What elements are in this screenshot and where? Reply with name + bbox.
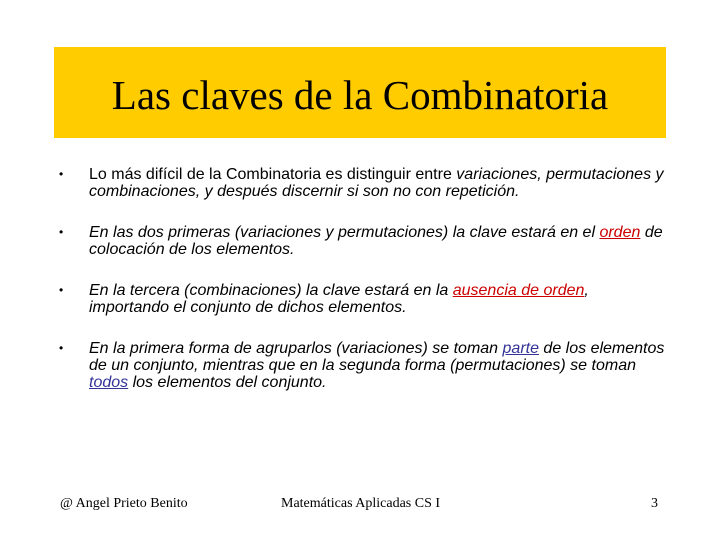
- emphasis-variaciones: variaciones: [456, 166, 538, 183]
- bullet-text: de colocación de los elementos.: [89, 224, 663, 258]
- bullet-text: En la tercera (combinaciones) la clave estará en la: [89, 282, 453, 299]
- bullet-text: , importando el conjunto de dichos elementos.: [89, 282, 589, 316]
- bullet-marker: •: [59, 341, 64, 355]
- bullet-item-1: [60, 166, 670, 200]
- bullet-marker: •: [59, 225, 64, 239]
- emphasis-ausencia-de-orden: ausencia de orden: [452, 282, 585, 299]
- bullet-item-2: [60, 224, 670, 258]
- bullet-text: Lo más difícil de la Combinatoria es distinguir entre: [89, 166, 457, 183]
- emphasis-orden: orden: [599, 224, 641, 241]
- emphasis-parte: parte: [502, 340, 539, 357]
- slide-title: Las claves de la Combinatoria: [111, 72, 609, 118]
- bullet-text: los elementos del conjunto.: [128, 374, 327, 391]
- bullet-list: [60, 166, 670, 415]
- emphasis-todos: todos: [89, 374, 129, 391]
- bullet-text: de los elementos de un conjunto, mientras que en la segunda forma (permutaciones) se toman: [89, 340, 665, 374]
- bullet-marker: •: [59, 283, 64, 297]
- footer-author: @ Angel Prieto Benito: [60, 496, 188, 511]
- bullet-text: En las dos primeras (variaciones y permutaciones) la clave estará en el: [89, 224, 600, 241]
- footer-course: Matemáticas Aplicadas CS I: [281, 496, 441, 511]
- bullet-item-3: [60, 282, 670, 316]
- title-banner: [54, 47, 666, 138]
- footer-page-number: 3: [651, 496, 658, 511]
- bullet-text: , permutaciones y combinaciones, y después discernir si son no con repetición.: [89, 166, 664, 200]
- bullet-text: En la primera forma de agruparlos (variaciones) se toman: [89, 340, 503, 357]
- slide-footer: [0, 496, 720, 516]
- bullet-marker: •: [59, 167, 64, 181]
- bullet-item-4: [60, 340, 670, 391]
